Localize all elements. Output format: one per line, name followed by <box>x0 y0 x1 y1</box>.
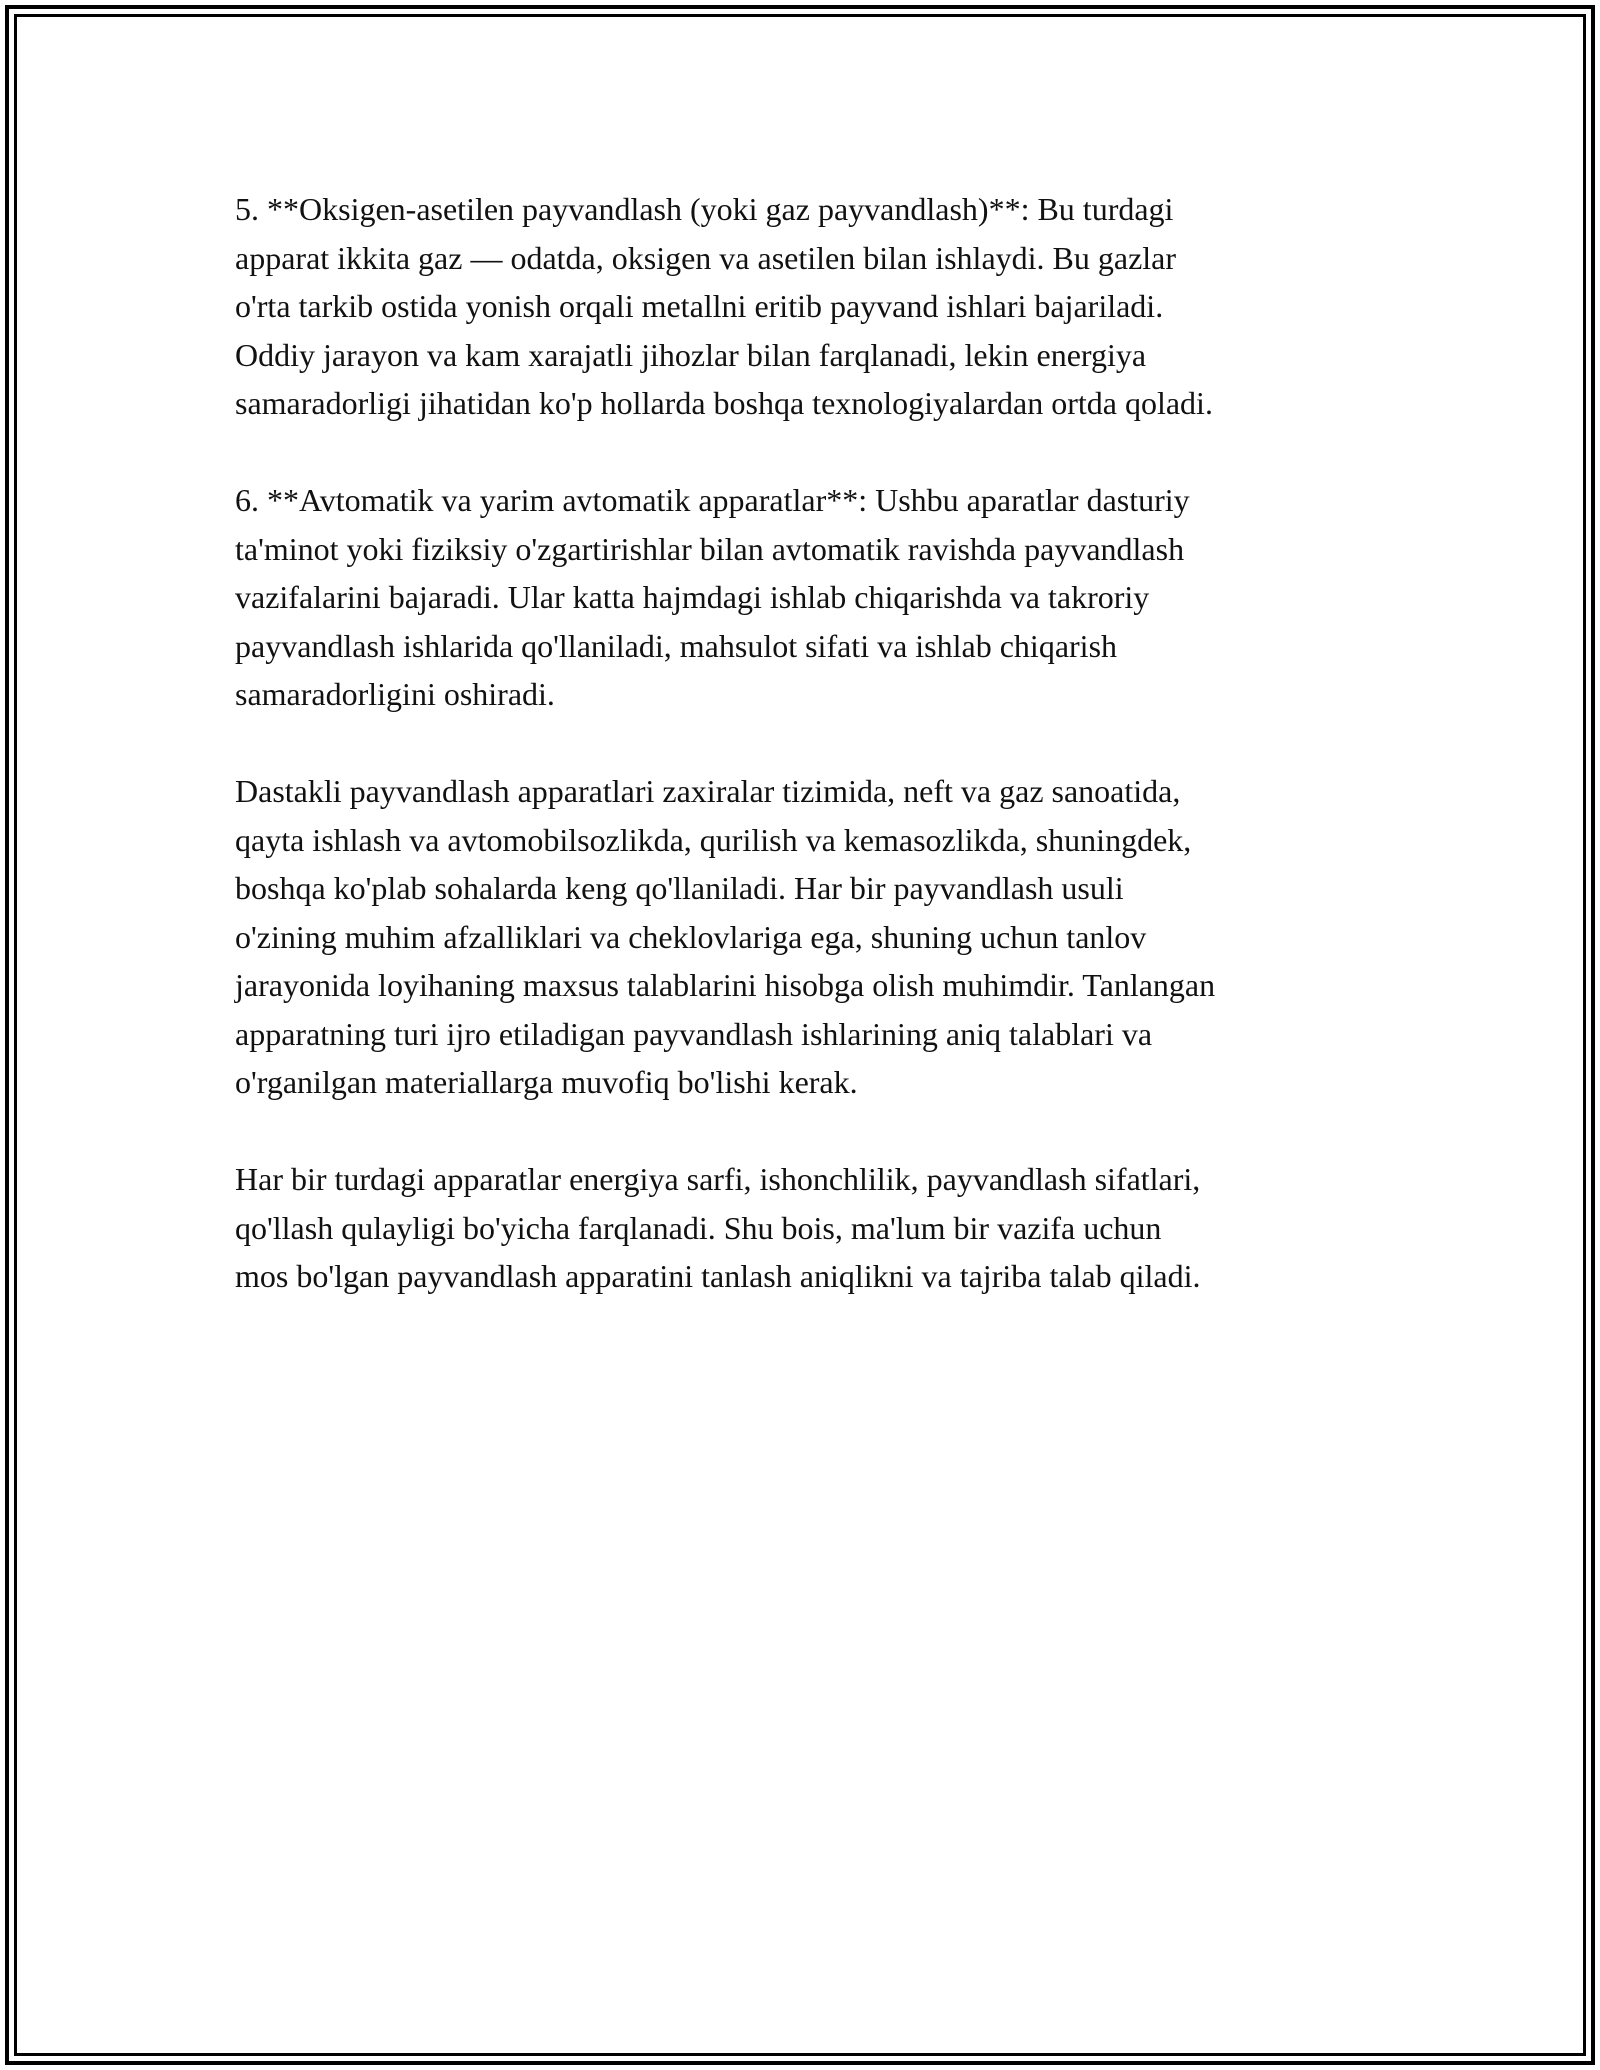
paragraph-automatic-apparatus: 6. **Avtomatik va yarim avtomatik apparatlar**: Ushbu aparatlar dasturiy ta'minot yoki fiziksiy o'zgartirishlar bilan avtomatik ravishda payvandlash vazifalarini bajaradi. Ular katta hajmdagi ishlab chiqarishda va takroriy payvandlash ishlarida qo'llaniladi, mahsulot sifati va ishlab chiqarish samaradorligini oshiradi. <box>235 482 1190 712</box>
paragraph-manual-welding-usage: Dastakli payvandlash apparatlari zaxiralar tizimida, neft va gaz sanoatida, qayta ishlash va avtomobilsozlikda, qurilish va kemasozlikda, shuningdek, boshqa ko'plab sohalarda keng qo'llaniladi. Har bir payvandlash usuli o'zining muhim afzalliklari va cheklovlariga ega, shuning uchun tanlov jarayonida loyihaning maxsus talablarini hisobga olish muhimdir. Tanlangan apparatning turi ijro etiladigan payvandlash ishlarining aniq talablari va o'rganilgan materiallarga muvofiq bo'lishi kerak. <box>235 773 1216 1100</box>
paragraph-oxy-acetylene-welding: 5. **Oksigen-asetilen payvandlash (yoki gaz payvandlash)**: Bu turdagi apparat ikkita gaz — odatda, oksigen va asetilen bilan ishlaydi. Bu gazlar o'rta tarkib ostida yonish orqali metallni eritib payvand ishlari bajariladi. Oddiy jarayon va kam xarajatli jihozlar bilan farqlanadi, lekin energiya samaradorligi jihatidan ko'p hollarda boshqa texnologiyalardan ortda qoladi. <box>235 191 1213 421</box>
document-body <box>235 185 1385 1349</box>
paragraph-apparatus-differences: Har bir turdagi apparatlar energiya sarfi, ishonchlilik, payvandlash sifatlari, qo'llash qulayligi bo'yicha farqlanadi. Shu bois, ma'lum bir vazifa uchun mos bo'lgan payvandlash apparatini tanlash aniqlikni va tajriba talab qiladi. <box>235 1161 1201 1294</box>
